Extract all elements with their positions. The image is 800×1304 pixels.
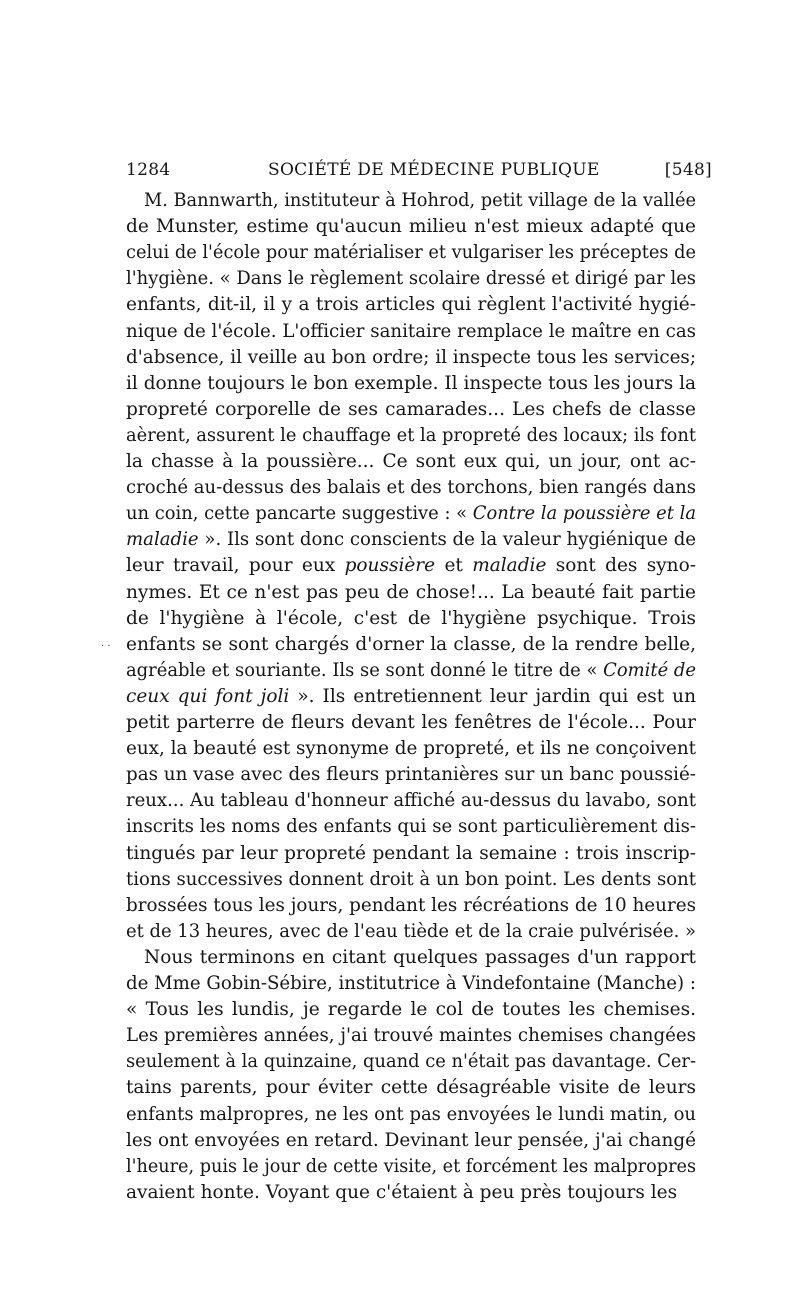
- text-line: [144, 945, 696, 971]
- text-line: [126, 580, 696, 606]
- text-line: [126, 919, 696, 945]
- text-run: inscrits les noms des enfants qui se sont particulièrement dis-: [126, 816, 696, 837]
- text-line: [126, 971, 696, 997]
- text-line: [126, 292, 696, 318]
- text-run: tingués par leur propreté pendant la semaine : trois inscrip-: [126, 843, 696, 864]
- text-run: propreté corporelle de ses camarades... Les chefs de classe: [126, 399, 696, 420]
- text-run: reux... Au tableau d'honneur affiché au-dessus du lavabo, sont: [126, 790, 696, 811]
- text-run: l'heure, puis le jour de cette visite, et forcément les malpropres: [126, 1156, 696, 1177]
- text-run: les ont envoyées en retard. Devinant leur pensée, j'ai changé: [126, 1130, 696, 1151]
- text-run: un coin, cette pancarte suggestive : «: [126, 503, 473, 524]
- text-line: [126, 867, 696, 893]
- margin-mark: · ·: [101, 641, 111, 652]
- text-line: [126, 423, 696, 449]
- text-run: avaient honte. Voyant que c'étaient à peu près toujours les: [126, 1182, 678, 1203]
- text-run: « Tous les lundis, je regarde le col de toutes les chemises.: [126, 999, 696, 1020]
- text-line: [126, 1102, 696, 1128]
- text-run: ». Ils sont donc conscients de la valeur hygiénique de: [198, 529, 696, 550]
- text-line: [126, 397, 696, 423]
- text-run: tions successives donnent droit à un bon point. Les dents sont: [126, 869, 696, 890]
- text-run: et: [435, 555, 473, 576]
- page-number: 1284: [126, 160, 171, 180]
- italic-text: Comité de: [603, 660, 696, 681]
- text-line: [126, 1023, 696, 1049]
- text-run: tains parents, pour éviter cette désagréable visite de leurs: [126, 1077, 696, 1098]
- text-line: [126, 240, 696, 266]
- running-title: SOCIÉTÉ DE MÉDECINE PUBLIQUE: [268, 160, 600, 180]
- text-line: [126, 841, 696, 867]
- text-run: agréable et souriante. Ils se sont donné le titre de «: [126, 660, 604, 681]
- text-run: la chasse à la poussière... Ce sont eux qui, un jour, ont ac-: [126, 451, 696, 472]
- text-line: [144, 188, 696, 214]
- italic-text: maladie: [472, 555, 547, 576]
- text-run: pas un vase avec des fleurs printanières sur un banc poussié-: [126, 764, 696, 785]
- italic-text: poussière: [344, 555, 436, 576]
- text-line: [126, 475, 696, 501]
- text-run: de l'hygiène à l'école, c'est de l'hygiène psychique. Trois: [126, 608, 696, 629]
- text-run: aèrent, assurent le chauffage et la propreté des locaux; ils font: [126, 425, 696, 446]
- text-line: [126, 1180, 677, 1206]
- text-line: [126, 371, 696, 397]
- text-line: [126, 1049, 696, 1075]
- text-run: l'hygiène. « Dans le règlement scolaire dressé et dirigé par les: [126, 268, 696, 289]
- text-run: M. Bannwarth, instituteur à Hohrod, petit village de la vallée: [144, 190, 696, 211]
- text-line: [126, 449, 696, 475]
- text-line: [126, 501, 696, 527]
- text-run: seulement à la quinzaine, quand ce n'était pas davantage. Cer-: [126, 1051, 696, 1072]
- text-run: Nous terminons en citant quelques passages d'un rapport: [144, 947, 696, 968]
- text-line: [126, 1128, 696, 1154]
- text-run: petit parterre de fleurs devant les fenêtres de l'école... Pour: [126, 712, 696, 733]
- text-line: [126, 1154, 696, 1180]
- italic-text: Contre la poussière et la: [472, 503, 696, 524]
- text-line: [126, 214, 696, 240]
- text-line: [126, 788, 696, 814]
- text-line: [126, 658, 696, 684]
- text-line: [126, 997, 696, 1023]
- text-run: enfants se sont chargés d'orner la classe, de la rendre belle,: [126, 634, 696, 655]
- text-line: [126, 893, 696, 919]
- text-run: celui de l'école pour matérialiser et vulgariser les préceptes de: [126, 242, 696, 263]
- text-line: [126, 814, 696, 840]
- text-line: [126, 762, 696, 788]
- running-header: [126, 160, 712, 184]
- text-run: enfants malpropres, ne les ont pas envoyées le lundi matin, ou: [126, 1104, 696, 1125]
- text-line: [126, 266, 696, 292]
- text-run: d'absence, il veille au bon ordre; il inspecte tous les services;: [126, 347, 696, 368]
- text-line: [126, 319, 696, 345]
- text-line: [126, 527, 696, 553]
- text-line: [126, 606, 696, 632]
- italic-text: ceux qui font joli: [126, 686, 290, 707]
- text-line: [126, 345, 696, 371]
- text-run: Les premières années, j'ai trouvé maintes chemises changées: [126, 1025, 696, 1046]
- text-run: de Mme Gobin-Sébire, institutrice à Vindefontaine (Manche) :: [126, 973, 696, 994]
- text-line: [126, 1075, 696, 1101]
- text-run: nymes. Et ce n'est pas peu de chose!... La beauté fait partie: [126, 582, 696, 603]
- text-line: [126, 553, 696, 579]
- text-run: ». Ils entretiennent leur jardin qui est un: [289, 686, 697, 707]
- bracket-page-number: [548]: [664, 160, 712, 180]
- text-run: sont des syno-: [546, 555, 696, 576]
- italic-text: maladie: [126, 529, 199, 550]
- text-line: [126, 710, 696, 736]
- text-run: eux, la beauté est synonyme de propreté, et ils ne conçoivent: [126, 738, 696, 759]
- text-run: de Munster, estime qu'aucun milieu n'est mieux adapté que: [126, 216, 696, 237]
- text-run: brossées tous les jours, pendant les récréations de 10 heures: [126, 895, 696, 916]
- text-run: enfants, dit-il, il y a trois articles qui règlent l'activité hygié-: [126, 294, 696, 315]
- text-run: leur travail, pour eux: [126, 555, 345, 576]
- text-line: [126, 736, 696, 762]
- text-run: il donne toujours le bon exemple. Il inspecte tous les jours la: [126, 373, 696, 394]
- text-run: nique de l'école. L'officier sanitaire remplace le maître en cas: [126, 321, 696, 342]
- text-run: et de 13 heures, avec de l'eau tiède et de la craie pulvérisée. »: [126, 921, 696, 942]
- text-line: [126, 632, 696, 658]
- text-line: [126, 684, 696, 710]
- text-run: croché au-dessus des balais et des torchons, bien rangés dans: [126, 477, 696, 498]
